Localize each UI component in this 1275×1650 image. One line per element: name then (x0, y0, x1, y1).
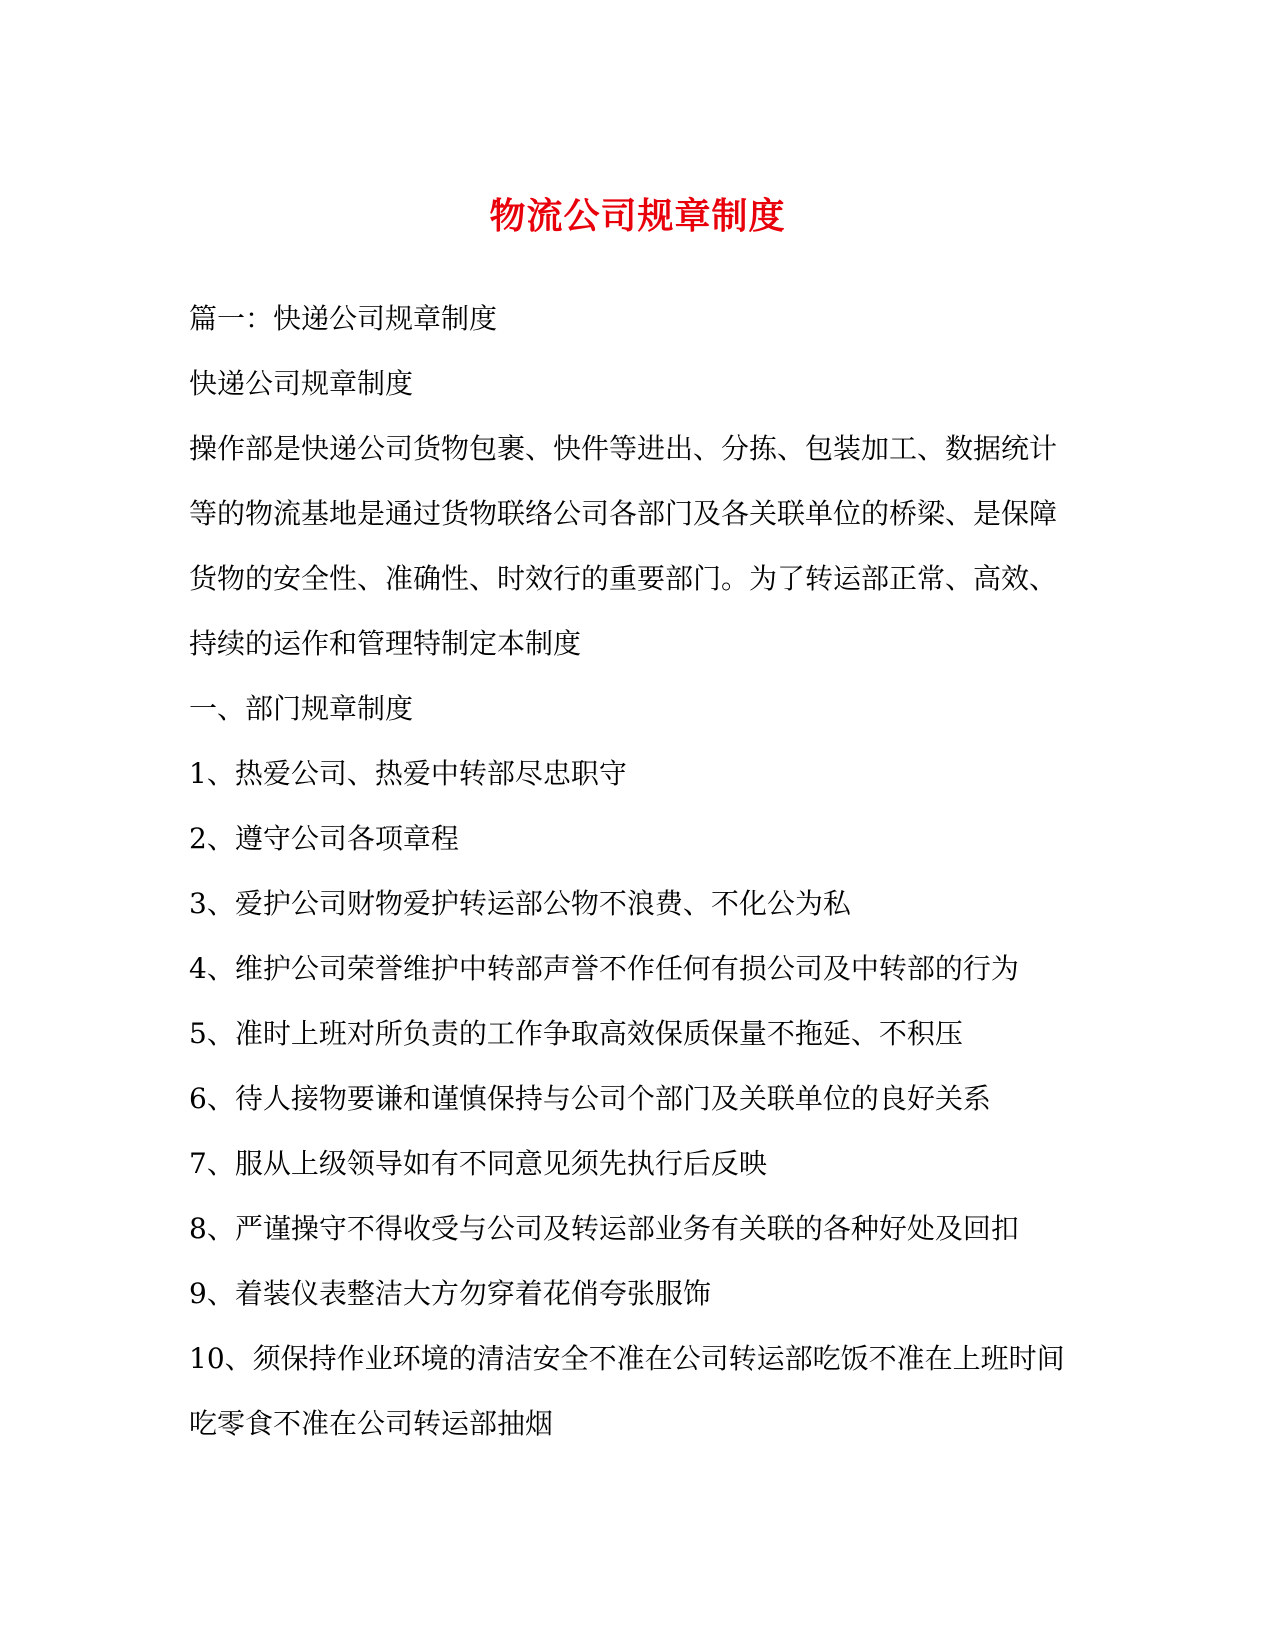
rules-heading: 一、部门规章制度 (189, 692, 414, 725)
rule-item: 10、须保持作业环境的清洁安全不准在公司转运部吃饭不准在上班时间吃零食不准在公司转运部抽烟 (189, 1342, 1065, 1440)
rule-item: 4、维护公司荣誉维护中转部声誉不作任何有损公司及中转部的行为 (189, 952, 1019, 985)
rule-item: 2、遵守公司各项章程 (189, 822, 459, 855)
intro-paragraph: 操作部是快递公司货物包裹、快件等进出、分拣、包装加工、数据统计等的物流基地是通过货物联络公司各部门及各关联单位的桥梁、是保障货物的安全性、准确性、时效行的重要部门。为了转运部正常、高效、持续的运作和管理特制定本制度 (189, 432, 1058, 660)
rule-item: 8、严谨操守不得收受与公司及转运部业务有关联的各种好处及回扣 (189, 1212, 1019, 1245)
rule-item: 1、热爱公司、热爱中转部尽忠职守 (189, 757, 627, 790)
document-title: 物流公司规章制度 (489, 195, 786, 238)
rule-item: 9、着装仪表整洁大方勿穿着花俏夸张服饰 (189, 1277, 711, 1310)
rule-item: 3、爱护公司财物爱护转运部公物不浪费、不化公为私 (189, 887, 851, 920)
rule-item: 5、准时上班对所负责的工作争取高效保质保量不拖延、不积压 (189, 1017, 963, 1050)
section-heading: 篇一：快递公司规章制度 (189, 302, 498, 335)
rule-item: 7、服从上级领导如有不同意见须先执行后反映 (189, 1147, 767, 1180)
subsection-heading: 快递公司规章制度 (189, 367, 414, 400)
document-body (189, 286, 1069, 1456)
rule-item: 6、待人接物要谦和谨慎保持与公司个部门及关联单位的良好关系 (189, 1082, 991, 1115)
